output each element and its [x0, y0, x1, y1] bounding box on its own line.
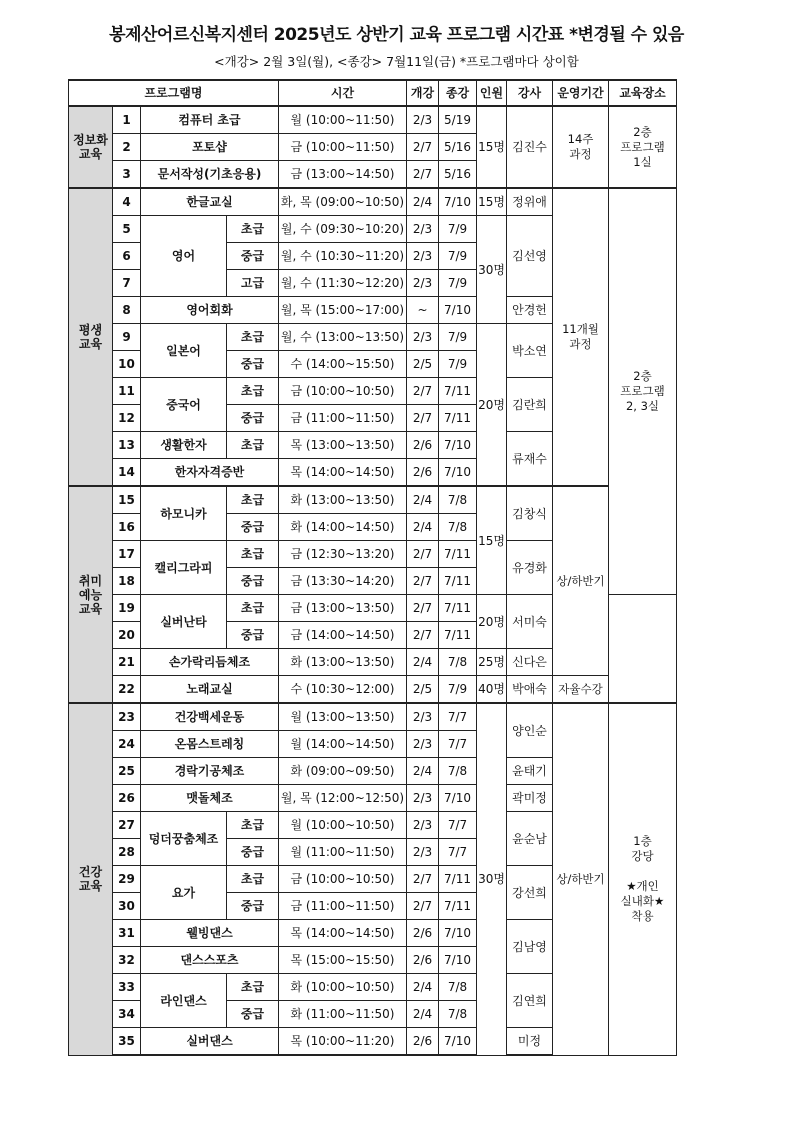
row-number: 34 — [113, 1001, 141, 1028]
end-date: 7/10 — [439, 297, 477, 324]
row-number: 35 — [113, 1028, 141, 1056]
time-cell: 화 (09:00~09:50) — [279, 758, 407, 785]
time-cell: 월, 수 (11:30~12:20) — [279, 270, 407, 297]
time-cell: 금 (13:00~14:50) — [279, 161, 407, 189]
time-cell: 목 (10:00~11:20) — [279, 1028, 407, 1056]
program-name: 영어 — [141, 216, 227, 297]
instructor-cell: 김란희 — [507, 378, 553, 432]
instructor-cell: 윤태기 — [507, 758, 553, 785]
time-cell: 금 (13:30~14:20) — [279, 568, 407, 595]
program-name: 컴퓨터 초급 — [141, 106, 279, 134]
header-place: 교육장소 — [609, 80, 677, 106]
start-date: 2/3 — [407, 839, 439, 866]
end-date: 7/10 — [439, 1028, 477, 1056]
end-date: 7/9 — [439, 270, 477, 297]
time-cell: 목 (13:00~13:50) — [279, 432, 407, 459]
program-name: 온몸스트레칭 — [141, 731, 279, 758]
row-number: 32 — [113, 947, 141, 974]
start-date: 2/6 — [407, 947, 439, 974]
time-cell: 월 (13:00~13:50) — [279, 703, 407, 731]
period-cell: 14주 과정 — [553, 106, 609, 188]
period-cell: 상/하반기 — [553, 486, 609, 676]
row-number: 24 — [113, 731, 141, 758]
end-date: 7/9 — [439, 243, 477, 270]
start-date: 2/3 — [407, 812, 439, 839]
row-number: 27 — [113, 812, 141, 839]
end-date: 5/16 — [439, 134, 477, 161]
table-row — [69, 486, 677, 514]
level-cell: 초급 — [227, 216, 279, 243]
time-cell: 화 (10:00~10:50) — [279, 974, 407, 1001]
program-name: 건강백세운동 — [141, 703, 279, 731]
end-date: 7/9 — [439, 216, 477, 243]
header-time: 시간 — [279, 80, 407, 106]
row-number: 26 — [113, 785, 141, 812]
row-number: 7 — [113, 270, 141, 297]
time-cell: 월, 수 (09:30~10:20) — [279, 216, 407, 243]
end-date: 5/19 — [439, 106, 477, 134]
end-date: 7/8 — [439, 758, 477, 785]
time-cell: 금 (13:00~13:50) — [279, 595, 407, 622]
instructor-cell: 정위애 — [507, 188, 553, 216]
program-name: 실버댄스 — [141, 1028, 279, 1056]
schedule-table — [68, 79, 677, 1056]
capacity-cell: 20명 — [477, 595, 507, 649]
capacity-cell: 15명 — [477, 188, 507, 216]
end-date: 7/11 — [439, 893, 477, 920]
period-cell: 상/하반기 — [553, 703, 609, 1055]
time-cell: 화 (13:00~13:50) — [279, 649, 407, 676]
level-cell: 중급 — [227, 893, 279, 920]
start-date: 2/7 — [407, 134, 439, 161]
level-cell: 초급 — [227, 486, 279, 514]
level-cell: 중급 — [227, 839, 279, 866]
capacity-cell: 15명 — [477, 486, 507, 595]
end-date: 7/9 — [439, 324, 477, 351]
time-cell: 화 (11:00~11:50) — [279, 1001, 407, 1028]
start-date: 2/6 — [407, 432, 439, 459]
end-date: 7/9 — [439, 351, 477, 378]
start-date: 2/5 — [407, 676, 439, 704]
capacity-cell: 20명 — [477, 324, 507, 487]
row-number: 6 — [113, 243, 141, 270]
start-date: 2/3 — [407, 270, 439, 297]
end-date: 7/10 — [439, 459, 477, 487]
level-cell: 초급 — [227, 812, 279, 839]
time-cell: 화 (13:00~13:50) — [279, 486, 407, 514]
row-number: 3 — [113, 161, 141, 189]
header-instructor: 강사 — [507, 80, 553, 106]
instructor-cell: 유경화 — [507, 541, 553, 595]
place-cell — [609, 595, 677, 704]
start-date: 2/4 — [407, 486, 439, 514]
start-date: 2/3 — [407, 216, 439, 243]
start-date: 2/6 — [407, 459, 439, 487]
end-date: 7/11 — [439, 595, 477, 622]
program-name: 경락기공체조 — [141, 758, 279, 785]
start-date: 2/4 — [407, 758, 439, 785]
program-name: 영어회화 — [141, 297, 279, 324]
time-cell: 목 (14:00~14:50) — [279, 459, 407, 487]
row-number: 4 — [113, 188, 141, 216]
category-info: 정보화 교육 — [69, 106, 113, 188]
row-number: 28 — [113, 839, 141, 866]
category-health: 건강 교육 — [69, 703, 113, 1055]
time-cell: 화, 목 (09:00~10:50) — [279, 188, 407, 216]
start-date: 2/3 — [407, 731, 439, 758]
instructor-cell: 안경헌 — [507, 297, 553, 324]
end-date: 7/10 — [439, 188, 477, 216]
end-date: 7/8 — [439, 1001, 477, 1028]
row-number: 13 — [113, 432, 141, 459]
start-date: 2/4 — [407, 188, 439, 216]
start-date: 2/7 — [407, 866, 439, 893]
row-number: 29 — [113, 866, 141, 893]
program-name: 생활한자 — [141, 432, 227, 459]
start-date: 2/3 — [407, 785, 439, 812]
header-row — [69, 80, 677, 106]
row-number: 25 — [113, 758, 141, 785]
place-cell: 2층 프로그램 2, 3실 — [609, 188, 677, 595]
level-cell: 중급 — [227, 351, 279, 378]
level-cell: 초급 — [227, 432, 279, 459]
program-name: 실버난타 — [141, 595, 227, 649]
end-date: 7/7 — [439, 839, 477, 866]
instructor-cell: 강선희 — [507, 866, 553, 920]
time-cell: 수 (14:00~15:50) — [279, 351, 407, 378]
time-cell: 월, 목 (12:00~12:50) — [279, 785, 407, 812]
program-name: 캘리그라피 — [141, 541, 227, 595]
time-cell: 월 (10:00~10:50) — [279, 812, 407, 839]
instructor-cell: 김선영 — [507, 216, 553, 297]
capacity-cell: 30명 — [477, 216, 507, 324]
level-cell: 초급 — [227, 324, 279, 351]
end-date: 7/8 — [439, 974, 477, 1001]
program-name: 노래교실 — [141, 676, 279, 704]
row-number: 9 — [113, 324, 141, 351]
instructor-cell: 김진수 — [507, 106, 553, 188]
place-cell: 2층 프로그램 1실 — [609, 106, 677, 188]
program-name: 포토샵 — [141, 134, 279, 161]
start-date: 2/7 — [407, 161, 439, 189]
level-cell: 초급 — [227, 595, 279, 622]
capacity-cell: 15명 — [477, 106, 507, 188]
row-number: 2 — [113, 134, 141, 161]
row-number: 19 — [113, 595, 141, 622]
program-name: 라인댄스 — [141, 974, 227, 1028]
end-date: 7/10 — [439, 920, 477, 947]
instructor-cell: 곽미정 — [507, 785, 553, 812]
row-number: 18 — [113, 568, 141, 595]
start-date: 2/7 — [407, 405, 439, 432]
instructor-cell: 서미숙 — [507, 595, 553, 649]
end-date: 5/16 — [439, 161, 477, 189]
end-date: 7/11 — [439, 541, 477, 568]
time-cell: 금 (14:00~14:50) — [279, 622, 407, 649]
row-number: 12 — [113, 405, 141, 432]
row-number: 20 — [113, 622, 141, 649]
program-name: 덩더꿍춤체조 — [141, 812, 227, 866]
page-title: 봉제산어르신복지센터 2025년도 상반기 교육 프로그램 시간표 *변경될 수 있음 — [109, 25, 684, 45]
row-number: 21 — [113, 649, 141, 676]
level-cell: 중급 — [227, 405, 279, 432]
time-cell: 금 (10:00~10:50) — [279, 378, 407, 405]
row-number: 17 — [113, 541, 141, 568]
row-number: 33 — [113, 974, 141, 1001]
end-date: 7/11 — [439, 568, 477, 595]
program-name: 한글교실 — [141, 188, 279, 216]
end-date: 7/8 — [439, 514, 477, 541]
period-cell: 11개월 과정 — [553, 188, 609, 486]
start-date: 2/4 — [407, 649, 439, 676]
row-number: 22 — [113, 676, 141, 704]
time-cell: 화 (14:00~14:50) — [279, 514, 407, 541]
time-cell: 수 (10:30~12:00) — [279, 676, 407, 704]
category-hobby: 취미 예능 교육 — [69, 486, 113, 703]
level-cell: 중급 — [227, 1001, 279, 1028]
header-start: 개강 — [407, 80, 439, 106]
program-name: 웰빙댄스 — [141, 920, 279, 947]
end-date: 7/11 — [439, 866, 477, 893]
header-end: 종강 — [439, 80, 477, 106]
start-date: 2/6 — [407, 920, 439, 947]
time-cell: 월, 수 (13:00~13:50) — [279, 324, 407, 351]
header-capacity: 인원 — [477, 80, 507, 106]
start-date: 2/4 — [407, 514, 439, 541]
end-date: 7/7 — [439, 703, 477, 731]
start-date: 2/7 — [407, 568, 439, 595]
start-date: 2/7 — [407, 893, 439, 920]
program-name: 손가락리듬체조 — [141, 649, 279, 676]
end-date: 7/7 — [439, 731, 477, 758]
end-date: 7/10 — [439, 432, 477, 459]
time-cell: 금 (11:00~11:50) — [279, 893, 407, 920]
program-name: 일본어 — [141, 324, 227, 378]
instructor-cell: 류재수 — [507, 432, 553, 487]
time-cell: 월 (14:00~14:50) — [279, 731, 407, 758]
start-date: 2/3 — [407, 324, 439, 351]
end-date: 7/11 — [439, 622, 477, 649]
row-number: 8 — [113, 297, 141, 324]
capacity-cell: 25명 — [477, 649, 507, 676]
start-date: ~ — [407, 297, 439, 324]
table-row — [69, 188, 677, 216]
instructor-cell: 박애숙 — [507, 676, 553, 704]
instructor-cell: 김창식 — [507, 486, 553, 541]
instructor-cell: 양인순 — [507, 703, 553, 758]
row-number: 23 — [113, 703, 141, 731]
time-cell: 월, 수 (10:30~11:20) — [279, 243, 407, 270]
capacity-cell: 30명 — [477, 703, 507, 1055]
time-cell: 목 (14:00~14:50) — [279, 920, 407, 947]
start-date: 2/5 — [407, 351, 439, 378]
start-date: 2/7 — [407, 595, 439, 622]
level-cell: 고급 — [227, 270, 279, 297]
program-name: 맷돌체조 — [141, 785, 279, 812]
time-cell: 금 (12:30~13:20) — [279, 541, 407, 568]
instructor-cell: 신다은 — [507, 649, 553, 676]
row-number: 14 — [113, 459, 141, 487]
start-date: 2/7 — [407, 622, 439, 649]
instructor-cell: 김연희 — [507, 974, 553, 1028]
end-date: 7/11 — [439, 378, 477, 405]
row-number: 1 — [113, 106, 141, 134]
row-number: 16 — [113, 514, 141, 541]
start-date: 2/7 — [407, 541, 439, 568]
end-date: 7/8 — [439, 486, 477, 514]
time-cell: 월 (11:00~11:50) — [279, 839, 407, 866]
row-number: 31 — [113, 920, 141, 947]
table-row — [69, 676, 677, 704]
program-name: 하모니카 — [141, 486, 227, 541]
time-cell: 금 (10:00~11:50) — [279, 134, 407, 161]
capacity-cell: 40명 — [477, 676, 507, 704]
time-cell: 목 (15:00~15:50) — [279, 947, 407, 974]
category-lifelong: 평생 교육 — [69, 188, 113, 486]
row-number: 5 — [113, 216, 141, 243]
start-date: 2/6 — [407, 1028, 439, 1056]
level-cell: 중급 — [227, 243, 279, 270]
start-date: 2/3 — [407, 106, 439, 134]
program-name: 요가 — [141, 866, 227, 920]
place-cell: 1층 강당 ★개인 실내화★ 착용 — [609, 703, 677, 1055]
row-number: 15 — [113, 486, 141, 514]
program-name: 한자자격증반 — [141, 459, 279, 487]
level-cell: 초급 — [227, 866, 279, 893]
table-row — [69, 106, 677, 134]
level-cell: 초급 — [227, 378, 279, 405]
time-cell: 금 (10:00~10:50) — [279, 866, 407, 893]
time-cell: 월, 목 (15:00~17:00) — [279, 297, 407, 324]
level-cell: 중급 — [227, 514, 279, 541]
start-date: 2/4 — [407, 974, 439, 1001]
header-period: 운영기간 — [553, 80, 609, 106]
table-row — [69, 703, 677, 731]
instructor-cell: 김남영 — [507, 920, 553, 974]
page-subtitle: <개강> 2월 3일(월), <종강> 7월11일(금) *프로그램마다 상이함 — [214, 54, 579, 69]
level-cell: 중급 — [227, 568, 279, 595]
end-date: 7/10 — [439, 785, 477, 812]
program-name: 중국어 — [141, 378, 227, 432]
end-date: 7/8 — [439, 649, 477, 676]
level-cell: 초급 — [227, 974, 279, 1001]
end-date: 7/11 — [439, 405, 477, 432]
instructor-cell: 박소연 — [507, 324, 553, 378]
header-program: 프로그램명 — [69, 80, 279, 106]
row-number: 30 — [113, 893, 141, 920]
start-date: 2/7 — [407, 378, 439, 405]
time-cell: 월 (10:00~11:50) — [279, 106, 407, 134]
period-cell: 자율수강 — [553, 676, 609, 704]
level-cell: 초급 — [227, 541, 279, 568]
start-date: 2/4 — [407, 1001, 439, 1028]
instructor-cell: 윤순남 — [507, 812, 553, 866]
level-cell: 중급 — [227, 622, 279, 649]
program-name: 문서작성(기초응용) — [141, 161, 279, 189]
program-name: 댄스스포츠 — [141, 947, 279, 974]
row-number: 10 — [113, 351, 141, 378]
row-number: 11 — [113, 378, 141, 405]
start-date: 2/3 — [407, 703, 439, 731]
end-date: 7/7 — [439, 812, 477, 839]
instructor-cell: 미정 — [507, 1028, 553, 1056]
end-date: 7/10 — [439, 947, 477, 974]
start-date: 2/3 — [407, 243, 439, 270]
time-cell: 금 (11:00~11:50) — [279, 405, 407, 432]
end-date: 7/9 — [439, 676, 477, 704]
